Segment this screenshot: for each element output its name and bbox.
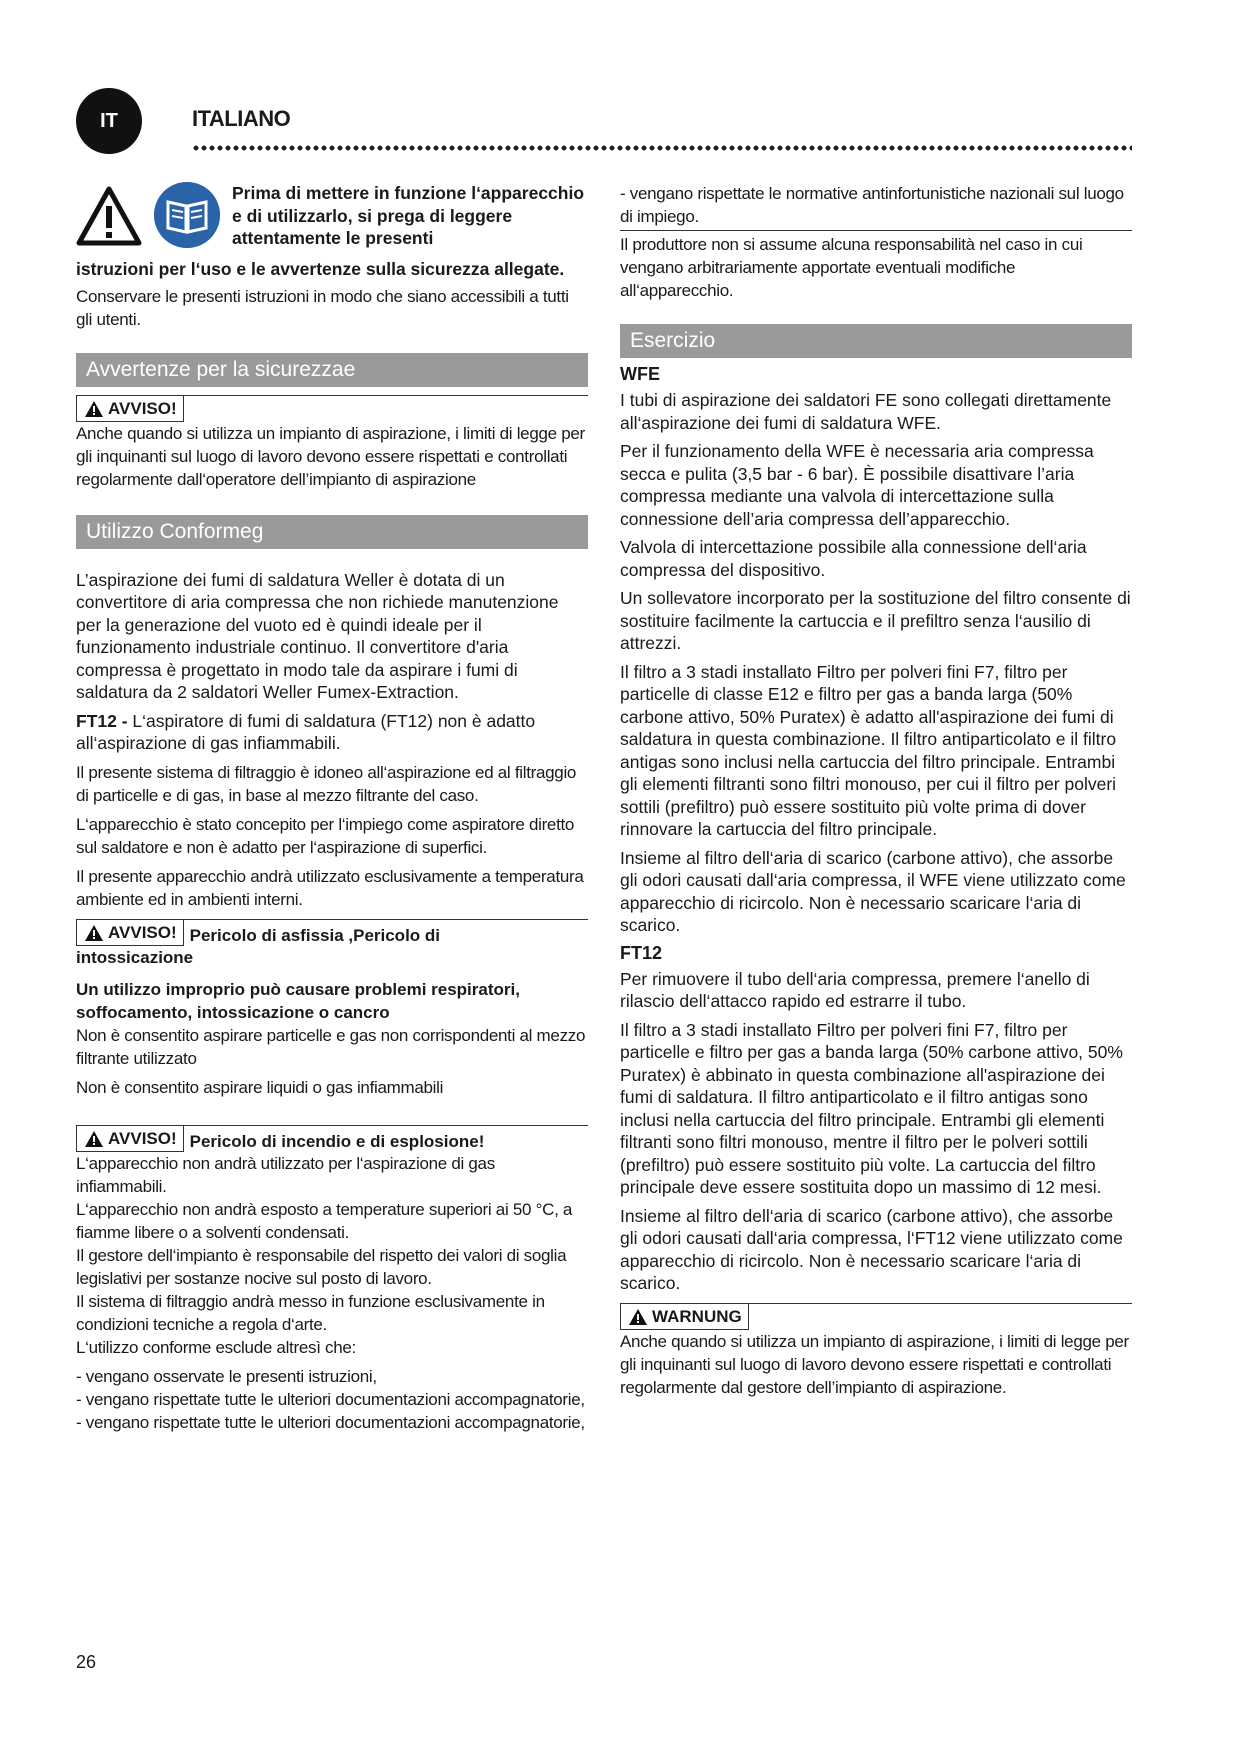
wfe-paragraph-1: I tubi di aspirazione dei saldatori FE sono collegati direttamente all‘aspirazione dei fumi di saldatura WFE. — [620, 390, 1112, 433]
avviso-label: AVVISO! — [108, 922, 177, 942]
usage-paragraph-3: Il presente sistema di filtraggio è idoneo all‘aspirazione ed al filtraggio di particelle e di gas, in base al mezzo filtrante del caso. — [76, 762, 577, 805]
intro-bold-text-cont: istruzioni per l‘uso e le avvertenze sulla sicurezza allegate. — [76, 259, 565, 279]
list-item: - vengano rispettate tutte le ulteriori documentazioni accompagnatorie, — [76, 1412, 585, 1432]
right-column — [620, 182, 1132, 1399]
section-header-safety: Avvertenze per la sicurezzae — [76, 353, 588, 387]
avviso-label: AVVISO! — [108, 1128, 177, 1148]
section-header-usage: Utilizzo Conformeg — [76, 515, 588, 549]
fire-text-1: L‘apparecchio non andrà utilizzato per l‘aspirazione di gas infiammabili. — [76, 1153, 495, 1196]
usage-paragraph-5: Il presente apparecchio andrà utilizzato esclusivamente a temperatura ambiente ed in ambienti interni. — [76, 866, 584, 909]
wfe-paragraph-4: Un sollevatore incorporato per la sostituzione del filtro consente di sostituire facilmente la cartuccia e il prefiltro senza l‘ausilio di attrezzi. — [620, 588, 1131, 653]
warning-icon — [85, 401, 103, 417]
right-top-text-1: - vengano rispettate le normative antinfortunistiche nazionali sul luogo di impiego. — [620, 184, 1124, 226]
avviso-box — [76, 920, 184, 946]
asphyxia-text-1: Non è consentito aspirare particelle e gas non corrispondenti al mezzo filtrante utilizzato — [76, 1025, 586, 1068]
fire-notice — [76, 1125, 588, 1152]
usage-paragraph-ft12 — [76, 710, 588, 755]
intro-paragraph: Conservare le presenti istruzioni in modo che siano accessibili a tutti gli utenti. — [76, 286, 569, 329]
warnung-notice — [620, 1303, 1132, 1330]
asphyxia-notice — [76, 919, 588, 946]
intro-bold-text: Prima di mettere in funzione l‘apparecchio e di utilizzarlo, si prega di leggere attentamente le presenti — [232, 183, 585, 248]
warning-triangle-icon — [76, 186, 142, 246]
page-number: 26 — [76, 1652, 97, 1672]
asphyxia-heading-cont: intossicazione — [76, 947, 194, 967]
safety-paragraph: Anche quando si utilizza un impianto di aspirazione, i limiti di legge per gli inquinanti sul luogo di lavoro devono essere rispettati e controllati regolarmente dall‘operatore dell’impianto di aspirazione — [76, 423, 585, 489]
fire-text-3: Il gestore dell‘impianto è responsabile del rispetto dei valori di soglia legislativi per sostanze nocive sul posto di lavoro. — [76, 1245, 567, 1288]
wfe-paragraph-3: Valvola di intercettazione possibile alla connessione dell‘aria compressa del dispositivo. — [620, 537, 1087, 580]
asphyxia-text-2: Non è consentito aspirare liquidi o gas infiammabili — [76, 1077, 444, 1097]
warnung-label: WARNUNG — [652, 1306, 742, 1326]
ft12-paragraph-2: Il filtro a 3 stadi installato Filtro per polveri fini F7, filtro per particelle e filtro per gas a banda larga (50% carbone attivo, 50% Puratex) è abbinato in questa combinazione all'aspirazione dei fumi di saldatura. Il filtro antiparticolato e il filtro antigas sono inclusi nella cartuccia del filtro principale. Entrambi gli elementi filtranti sono filtri monouso, mentre il filtro per le polveri sottili (prefiltro) può essere sostituito più volte. La cartuccia del filtro principale deve essere sostituita dopo un massimo di 12 mesi. — [620, 1019, 1123, 1197]
dotted-divider — [192, 144, 1132, 152]
wfe-paragraph-5: Il filtro a 3 stadi installato Filtro per polveri fini F7, filtro per particelle di classe E12 e filtro per gas a banda larga (50% carbone attivo, 50% Puratex) è adatto all'aspirazione dei fumi di saldatura in questa combinazione. Il filtro antiparticolato e il filtro antigas sono inclusi nella cartuccia del filtro principale. Entrambi gli elementi filtranti sono filtri monouso, per cui il filtro per polveri sottili (prefiltro) può essere sostituito più volte prima di dover rinnovare la cartuccia del filtro principale. — [620, 661, 1117, 839]
usage-paragraph-4: L‘apparecchio è stato concepito per l‘impiego come aspiratore diretto sul saldatore e non è adatto per l‘aspirazione di superfici. — [76, 814, 575, 857]
warning-icon — [629, 1309, 647, 1325]
avviso-label: AVVISO! — [108, 398, 177, 418]
asphyxia-bold-text: Un utilizzo improprio può causare problemi respiratori, soffocamento, intossicazione o cancro — [76, 979, 520, 1022]
asphyxia-heading: Pericolo di asfissia ,Pericolo di — [189, 925, 441, 945]
wfe-heading: WFE — [620, 364, 660, 384]
left-column — [76, 182, 588, 1434]
fire-text-4: Il sistema di filtraggio andrà messo in funzione esclusivamente in condizioni tecniche a regola d‘arte. — [76, 1291, 545, 1334]
avviso-box — [76, 1126, 184, 1152]
usage-paragraph-1: L’aspirazione dei fumi di saldatura Weller è dotata di un convertitore di aria compressa che non richiede manutenzione per la generazione del vuoto ed è quindi ideale per il funzionamento industriale continuo. Il convertitore d'aria compressa è progettato in modo tale da aspirare i fumi di saldatura da 2 saldatori Weller Fumex-Extraction. — [76, 569, 559, 702]
page-title: ITALIANO — [192, 106, 291, 131]
warnung-text: Anche quando si utilizza un impianto di aspirazione, i limiti di legge per gli inquinanti sul luogo di lavoro devono essere rispettati e controllati regolarmente dal gestore dell’impianto di aspirazione. — [620, 1331, 1129, 1397]
wfe-paragraph-6: Insieme al filtro dell‘aria di scarico (carbone attivo), che assorbe gli odori causati dall‘aria compressa, il WFE viene utilizzato come apparecchio di ricircolo. Non è necessario scaricare l‘aria di scarico. — [620, 847, 1126, 935]
fire-text-2: L‘apparecchio non andrà esposto a temperature superiori ai 50 °C, a fiamme libere o a solventi condensati. — [76, 1199, 573, 1242]
warning-icon — [85, 925, 103, 941]
ft12-paragraph-3: Insieme al filtro dell‘aria di scarico (carbone attivo), che assorbe gli odori causati dall‘aria compressa, l‘FT12 viene utilizzato come apparecchio di ricircolo. Non è necessario scaricare l‘aria di scarico. — [620, 1205, 1123, 1293]
avviso-box — [76, 396, 184, 422]
list-item: - vengano rispettate tutte le ulteriori documentazioni accompagnatorie, — [76, 1389, 585, 1409]
ft12-label: FT12 - — [76, 710, 128, 731]
right-top-text-2: Il produttore non si assume alcuna responsabilità nel caso in cui vengano arbitrariamente apportate eventuali modifiche all‘apparecchio. — [620, 230, 1132, 302]
warnung-box — [620, 1304, 749, 1330]
read-manual-icon — [154, 182, 220, 248]
ft12-text: L‘aspiratore di fumi di saldatura (FT12) non è adatto all‘aspirazione di gas infiammabili. — [76, 710, 536, 753]
ft12-paragraph-1: Per rimuovere il tubo dell‘aria compressa, premere l‘anello di rilascio dell‘attacco rapido ed estrarre il tubo. — [620, 968, 1090, 1011]
wfe-paragraph-2: Per il funzionamento della WFE è necessaria aria compressa secca e pulita (3,5 bar - 6 bar). È possibile disattivare l’aria compressa mediante una valvola di intercettazione sulla connessione dell’aria compressa dell’apparecchio. — [620, 441, 1094, 529]
list-item: - vengano osservate le presenti istruzioni, — [76, 1366, 377, 1386]
language-badge: IT — [76, 88, 142, 154]
ft12-heading: FT12 — [620, 942, 663, 963]
avviso-notice — [76, 395, 588, 422]
warning-icon — [85, 1131, 103, 1147]
fire-heading: Pericolo di incendio e di esplosione! — [189, 1131, 485, 1151]
section-header-operation: Esercizio — [620, 324, 1132, 358]
intro-block — [76, 182, 588, 282]
fire-text-5: L‘utilizzo conforme esclude altresì che: — [76, 1337, 356, 1357]
